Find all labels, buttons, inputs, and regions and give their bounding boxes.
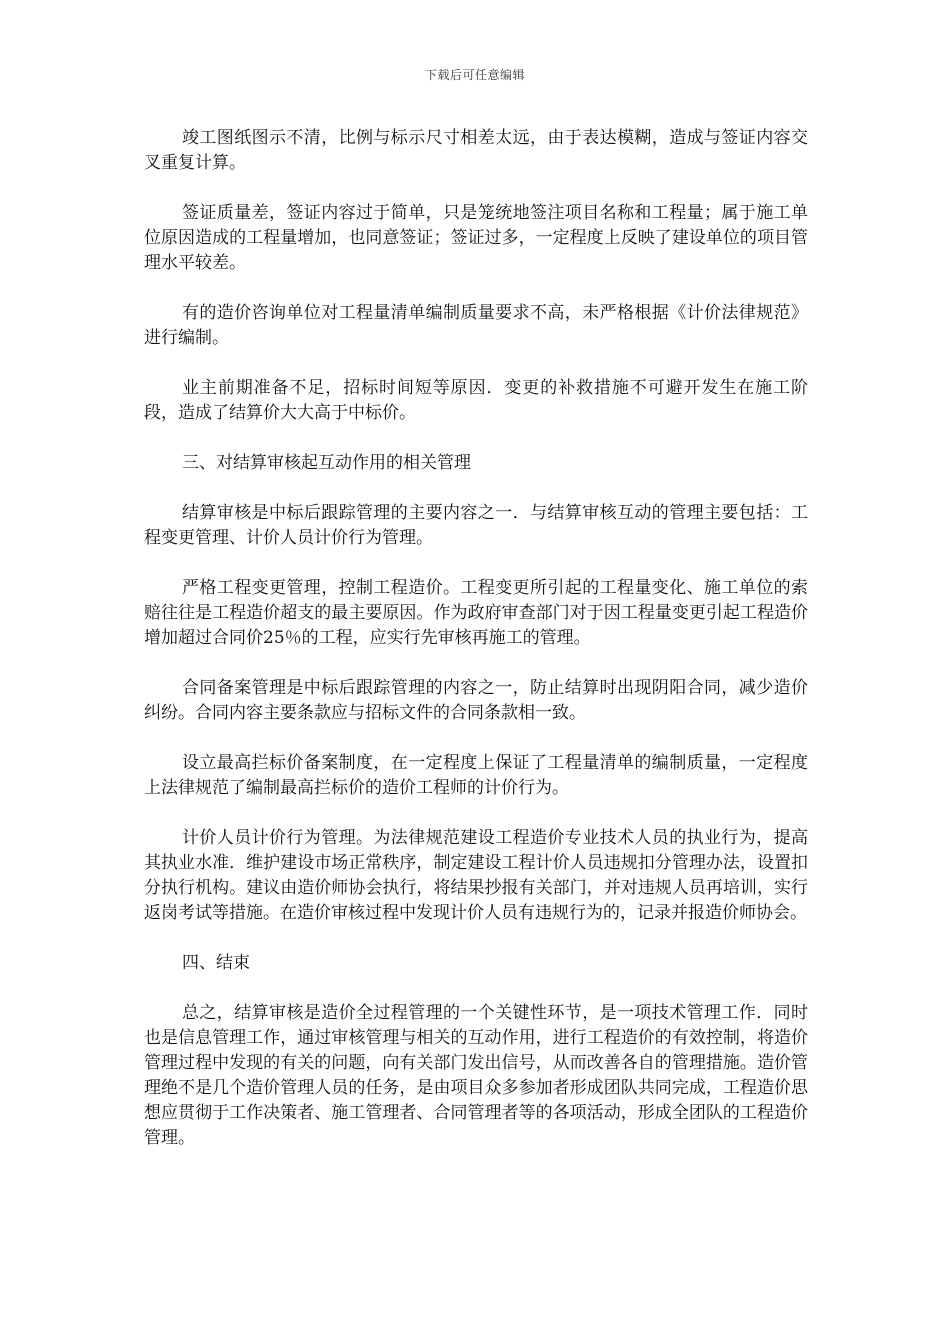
paragraph-max-bid-price: 设立最高拦标价备案制度，在一定程度上保证了工程量清单的编制质量，一定程度上法律规范了编制最高拦标价的造价工程师的计价行为。 xyxy=(144,753,808,798)
page-header: 下载后可任意编辑 xyxy=(424,68,525,82)
section-heading-4: 四、结束 xyxy=(182,953,250,973)
paragraph-pricing-personnel: 计价人员计价行为管理。为法律规范建设工程造价专业技术人员的执业行为，提高其执业水准．维护建设市场正常秩序，制定建设工程计价人员违规扣分管理办法，设置扣分执行机构。建议由造价师协会执行，将结果抄报有关部门，并对违规人员再培训，实行返岗考试等措施。在造价审核过程中发现计价人员有违规行为的，记录并报造价师协会。 xyxy=(144,828,808,923)
paragraph-visa-quality: 签证质量差，签证内容过于简单，只是笼统地签注项目名称和工程量；属于施工单位原因造成的工程量增加，也同意签证；签证过多，一定程度上反映了建设单位的项目管理水平较差。 xyxy=(144,203,808,273)
paragraph-conclusion: 总之，结算审核是造价全过程管理的一个关键性环节，是一项技术管理工作．同时也是信息管理工作，通过审核管理与相关的互动作用，进行工程造价的有效控制，将造价管理过程中发现的有关的问题，向有关部门发出信号，从而改善各自的管理措施。造价管理绝不是几个造价管理人员的任务，是由项目众多参加者形成团队共同完成，工程造价思想应贯彻于工作决策者、施工管理者、合同管理者等的各项活动，形成全团队的工程造价管理。 xyxy=(144,1003,808,1148)
paragraph-drawings-unclear: 竣工图纸图示不清，比例与标示尺寸相差太远，由于表达模糊，造成与签证内容交叉重复计算。 xyxy=(144,128,808,173)
document-body xyxy=(144,126,808,1176)
paragraph-settlement-review: 结算审核是中标后跟踪管理的主要内容之一．与结算审核互动的管理主要包括：工程变更管理、计价人员计价行为管理。 xyxy=(144,503,808,548)
paragraph-owner-preparation: 业主前期准备不足，招标时间短等原因．变更的补救措施不可避开发生在施工阶段，造成了结算价大大高于中标价。 xyxy=(144,378,808,423)
paragraph-consulting-quality: 有的造价咨询单位对工程量清单编制质量要求不高，未严格根据《计价法律规范》进行编制。 xyxy=(144,303,808,348)
paragraph-change-management: 严格工程变更管理，控制工程造价。工程变更所引起的工程量变化、施工单位的索赔往往是工程造价超支的最主要原因。作为政府审查部门对于因工程量变更引起工程造价增加超过合同价25％的工程，应实行先审核再施工的管理。 xyxy=(144,578,808,648)
paragraph-contract-filing: 合同备案管理是中标后跟踪管理的内容之一，防止结算时出现阴阳合同，减少造价纠纷。合同内容主要条款应与招标文件的合同条款相一致。 xyxy=(144,678,808,723)
section-heading-3: 三、对结算审核起互动作用的相关管理 xyxy=(182,453,471,473)
